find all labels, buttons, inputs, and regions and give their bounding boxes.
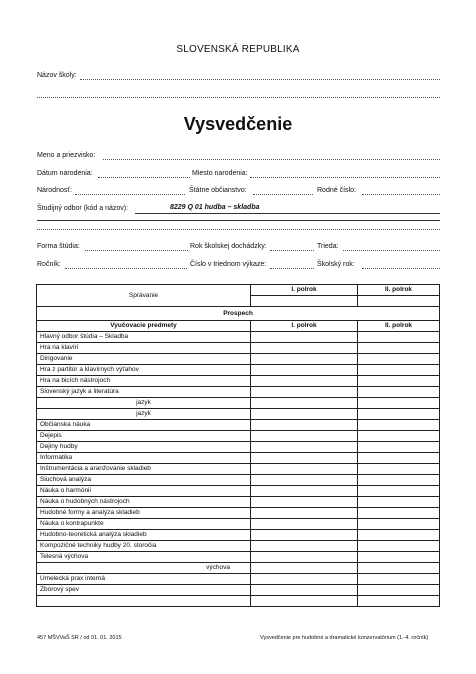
subject-semester2-grade[interactable] <box>358 541 440 552</box>
study-field-line <box>135 213 440 214</box>
attendance-year-line <box>270 250 314 251</box>
class-line <box>343 250 440 251</box>
conduct-semester1-grade[interactable] <box>251 296 358 307</box>
subject-name: Hudobné formy a analýza skladieb <box>37 508 251 519</box>
subject-name: jazyk <box>37 398 251 409</box>
subject-name: Náuka o hudobných nástrojoch <box>37 497 251 508</box>
subject-name: Kompozičné techniky hudby 20. storočia <box>37 541 251 552</box>
study-field-line-2 <box>37 220 440 221</box>
subject-row <box>37 508 440 519</box>
subject-semester1-grade[interactable] <box>251 585 358 596</box>
subject-semester2-grade[interactable] <box>358 453 440 464</box>
subject-semester1-grade[interactable] <box>251 530 358 541</box>
subject-name: Zborový spev <box>37 585 251 596</box>
subject-semester2-grade[interactable] <box>358 398 440 409</box>
birth-number-label: Rodné číslo: <box>317 187 356 194</box>
subjects-header-row <box>37 321 440 332</box>
subject-semester2-grade[interactable] <box>358 464 440 475</box>
name-label: Meno a priezvisko: <box>37 152 96 159</box>
country-header: SLOVENSKÁ REPUBLIKA <box>176 44 300 55</box>
subject-semester2-grade[interactable] <box>358 387 440 398</box>
subjects-semester2-header: II. polrok <box>358 321 440 332</box>
subject-semester1-grade[interactable] <box>251 409 358 420</box>
subjects-header: Vyučovacie predmety <box>37 321 251 332</box>
subject-semester2-grade[interactable] <box>358 442 440 453</box>
subject-row <box>37 332 440 343</box>
subject-semester2-grade[interactable] <box>358 354 440 365</box>
subject-row <box>37 563 440 574</box>
subject-semester1-grade[interactable] <box>251 420 358 431</box>
school-name-line-2 <box>37 97 440 98</box>
subject-semester2-grade[interactable] <box>358 332 440 343</box>
subject-row <box>37 453 440 464</box>
subject-semester2-grade[interactable] <box>358 497 440 508</box>
subject-semester2-grade[interactable] <box>358 420 440 431</box>
subject-semester2-grade[interactable] <box>358 508 440 519</box>
subject-semester1-grade[interactable] <box>251 519 358 530</box>
subject-semester1-grade[interactable] <box>251 431 358 442</box>
conduct-semester2-grade[interactable] <box>358 296 440 307</box>
subject-name: výchova <box>37 563 251 574</box>
subject-semester1-grade[interactable] <box>251 453 358 464</box>
progress-header: Prospech <box>37 307 440 321</box>
subject-name <box>37 596 251 607</box>
grade-year-label: Ročník: <box>37 261 61 268</box>
subject-semester2-grade[interactable] <box>358 431 440 442</box>
footer-form-code: 457 MŠVVaŠ SR / od 01. 01. 2015 <box>37 635 122 641</box>
subject-row <box>37 596 440 607</box>
subject-semester1-grade[interactable] <box>251 343 358 354</box>
subject-semester1-grade[interactable] <box>251 354 358 365</box>
subject-semester1-grade[interactable] <box>251 574 358 585</box>
subject-semester1-grade[interactable] <box>251 365 358 376</box>
subject-semester2-grade[interactable] <box>358 409 440 420</box>
school-year-line <box>362 268 440 269</box>
subject-name: Umelecká prax interná <box>37 574 251 585</box>
birth-place-label: Miesto narodenia: <box>192 170 248 177</box>
subject-name: Hudobno-teoretická analýza skladieb <box>37 530 251 541</box>
subject-semester2-grade[interactable] <box>358 486 440 497</box>
subject-name: Náuka o harmónii <box>37 486 251 497</box>
study-field-line-3 <box>37 229 440 230</box>
subject-row <box>37 464 440 475</box>
subject-name: Dirigovanie <box>37 354 251 365</box>
progress-header-row <box>37 307 440 321</box>
subject-name: Sluchová analýza <box>37 475 251 486</box>
subject-name: Dejiny hudby <box>37 442 251 453</box>
subject-name: Náuka o kontrapunkte <box>37 519 251 530</box>
subject-semester1-grade[interactable] <box>251 552 358 563</box>
subject-row <box>37 431 440 442</box>
subject-row <box>37 574 440 585</box>
school-name-line <box>80 79 440 80</box>
class-label: Trieda: <box>317 243 339 250</box>
nationality-label: Národnosť: <box>37 187 72 194</box>
school-name-label: Názov školy: <box>37 72 77 79</box>
subject-semester1-grade[interactable] <box>251 596 358 607</box>
subject-row <box>37 519 440 530</box>
school-year-label: Školský rok: <box>317 261 355 268</box>
conduct-header-row <box>37 285 440 296</box>
subject-semester2-grade[interactable] <box>358 519 440 530</box>
subject-row <box>37 486 440 497</box>
subject-semester1-grade[interactable] <box>251 398 358 409</box>
study-form-label: Forma štúdia: <box>37 243 80 250</box>
subject-semester1-grade[interactable] <box>251 387 358 398</box>
subject-semester1-grade[interactable] <box>251 486 358 497</box>
subject-semester2-grade[interactable] <box>358 563 440 574</box>
subject-name: Telesná výchova <box>37 552 251 563</box>
subject-row <box>37 552 440 563</box>
document-title: Vysvedčenie <box>183 114 293 134</box>
birth-number-line <box>362 194 440 195</box>
subject-row <box>37 387 440 398</box>
subject-semester1-grade[interactable] <box>251 332 358 343</box>
citizenship-label: Štátne občianstvo: <box>189 187 247 194</box>
subject-semester1-grade[interactable] <box>251 475 358 486</box>
birth-date-label: Dátum narodenia: <box>37 170 93 177</box>
subject-row <box>37 475 440 486</box>
subject-semester2-grade[interactable] <box>358 585 440 596</box>
study-field-value: 8229 Q 01 hudba – skladba <box>170 204 260 211</box>
birth-place-line <box>250 177 440 178</box>
subject-semester1-grade[interactable] <box>251 497 358 508</box>
subjects-semester1-header: I. polrok <box>251 321 358 332</box>
subject-name: Dejepis <box>37 431 251 442</box>
subject-name: Hra na bicích nástrojoch <box>37 376 251 387</box>
subject-row <box>37 497 440 508</box>
subject-name: Hra z partitúr a klavírnych výťahov <box>37 365 251 376</box>
subject-name: Slovenský jazyk a literatúra <box>37 387 251 398</box>
subject-row <box>37 376 440 387</box>
subject-semester1-grade[interactable] <box>251 541 358 552</box>
grades-table <box>36 284 440 607</box>
subject-semester2-grade[interactable] <box>358 376 440 387</box>
subject-semester2-grade[interactable] <box>358 530 440 541</box>
register-number-line <box>270 268 314 269</box>
subject-semester2-grade[interactable] <box>358 574 440 585</box>
subject-name: Informatika <box>37 453 251 464</box>
subject-semester1-grade[interactable] <box>251 563 358 574</box>
subject-semester1-grade[interactable] <box>251 464 358 475</box>
subject-row <box>37 442 440 453</box>
conduct-semester1-header: I. polrok <box>251 285 358 296</box>
subject-row <box>37 398 440 409</box>
attendance-year-label: Rok školskej dochádzky: <box>190 243 267 250</box>
subject-name: jazyk <box>37 409 251 420</box>
subject-name: Hra na klavíri <box>37 343 251 354</box>
subject-row <box>37 530 440 541</box>
subject-semester2-grade[interactable] <box>358 365 440 376</box>
subject-row <box>37 354 440 365</box>
conduct-label: Správanie <box>37 285 251 307</box>
grade-year-line <box>65 268 187 269</box>
subject-semester2-grade[interactable] <box>358 596 440 607</box>
subject-row <box>37 365 440 376</box>
study-field-label: Študijný odbor (kód a názov): <box>37 205 129 212</box>
subject-name: Občianska náuka <box>37 420 251 431</box>
subject-semester2-grade[interactable] <box>358 552 440 563</box>
subject-row <box>37 585 440 596</box>
birth-date-line <box>98 177 190 178</box>
nationality-line <box>75 194 185 195</box>
conduct-semester2-header: II. polrok <box>358 285 440 296</box>
subject-semester1-grade[interactable] <box>251 376 358 387</box>
subject-name: Hlavný odbor štúdia – Skladba <box>37 332 251 343</box>
footer-form-description: Vysvedčenie pre hudobné a dramatické konzervatórium (1.-4. ročník) <box>260 635 429 641</box>
citizenship-line <box>253 194 313 195</box>
subject-row <box>37 409 440 420</box>
name-line <box>103 159 440 160</box>
subject-semester2-grade[interactable] <box>358 475 440 486</box>
subject-row <box>37 420 440 431</box>
study-form-line <box>85 250 188 251</box>
subject-row <box>37 541 440 552</box>
register-number-label: Číslo v triednom výkaze: <box>190 261 267 268</box>
subject-row <box>37 343 440 354</box>
subject-semester2-grade[interactable] <box>358 343 440 354</box>
subject-name: Inštrumentácia a aranžovanie skladieb <box>37 464 251 475</box>
subject-semester1-grade[interactable] <box>251 508 358 519</box>
subject-semester1-grade[interactable] <box>251 442 358 453</box>
